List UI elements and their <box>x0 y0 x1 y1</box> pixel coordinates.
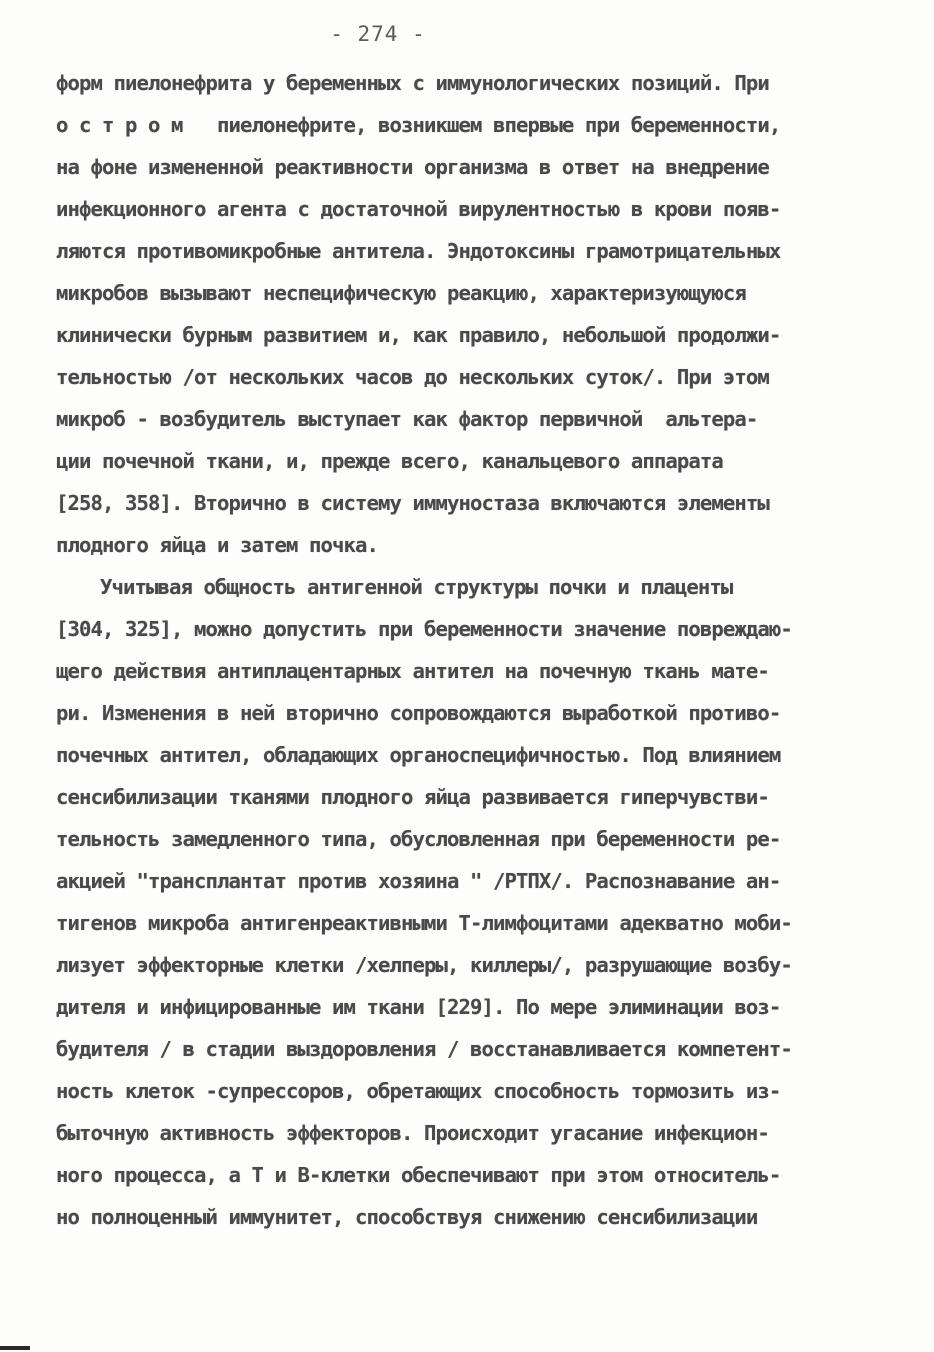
text-line: микроб - возбудитель выступает как фактор первичной альтера- <box>56 407 758 431</box>
text-line: форм пиелонефрита у беременных с иммунологических позиций. При <box>56 71 769 95</box>
text-line: тельность замедленного типа, обусловленная при беременности ре- <box>56 827 781 851</box>
text-line: дителя и инфицированные им ткани [229]. По мере элиминации воз- <box>56 995 781 1019</box>
text-line: почечных антител, обладающих органоспецифичностью. Под влиянием <box>56 743 781 767</box>
text-line: но полноценный иммунитет, способствуя снижению сенсибилизации <box>56 1205 758 1229</box>
text-line: тельностью /от нескольких часов до нескольких суток/. При этом <box>56 365 769 389</box>
text-line: клинически бурным развитием и, как правило, небольшой продолжи- <box>56 323 781 347</box>
text-line: будителя / в стадии выздоровления / восстанавливается компетент- <box>56 1037 792 1061</box>
text-line: плодного яйца и затем почка. <box>56 533 378 557</box>
text-line: ного процесса, а Т и В-клетки обеспечивают при этом относитель- <box>56 1163 781 1187</box>
text-line: ляются противомикробные антитела. Эндотоксины грамотрицательных <box>56 239 781 263</box>
text-line: ность клеток -супрессоров, обретающих способность тормозить из- <box>56 1079 781 1103</box>
text-line: акцией "трансплантат против хозяина " /РТПХ/. Распознавание ан- <box>56 869 781 893</box>
text-line: на фоне измененной реактивности организма в ответ на внедрение <box>56 155 769 179</box>
text-line: ции почечной ткани, и, прежде всего, канальцевого аппарата <box>56 449 723 473</box>
text-line: инфекционного агента с достаточной вирулентностью в крови появ- <box>56 197 781 221</box>
text-line: тигенов микроба антигенреактивными Т-лимфоцитами адекватно моби- <box>56 911 792 935</box>
text-line: о с т р о м пиелонефрите, возникшем впервые при беременности, <box>56 113 781 137</box>
text-line: ри. Изменения в ней вторично сопровождаются выработкой противо- <box>56 701 781 725</box>
text-line: щего действия антиплацентарных антител на почечную ткань мате- <box>56 659 769 683</box>
text-line: [304, 325], можно допустить при беременности значение повреждаю- <box>56 617 792 641</box>
page-number: - 274 - <box>330 22 426 46</box>
text-line: [258, 358]. Вторично в систему иммуностаза включаются элементы <box>56 491 769 515</box>
text-line: лизует эффекторные клетки /хелперы, киллеры/, разрушающие возбу- <box>56 953 792 977</box>
text-line: сенсибилизации тканями плодного яйца развивается гиперчувстви- <box>56 785 769 809</box>
paragraph-first-line: Учитывая общность антигенной структуры почки и плаценты <box>100 575 733 599</box>
scan-edge-mark <box>0 1346 30 1350</box>
text-line: быточную активность эффекторов. Происходит угасание инфекцион- <box>56 1121 769 1145</box>
text-line: микробов вызывают неспецифическую реакцию, характеризующуюся <box>56 281 746 305</box>
